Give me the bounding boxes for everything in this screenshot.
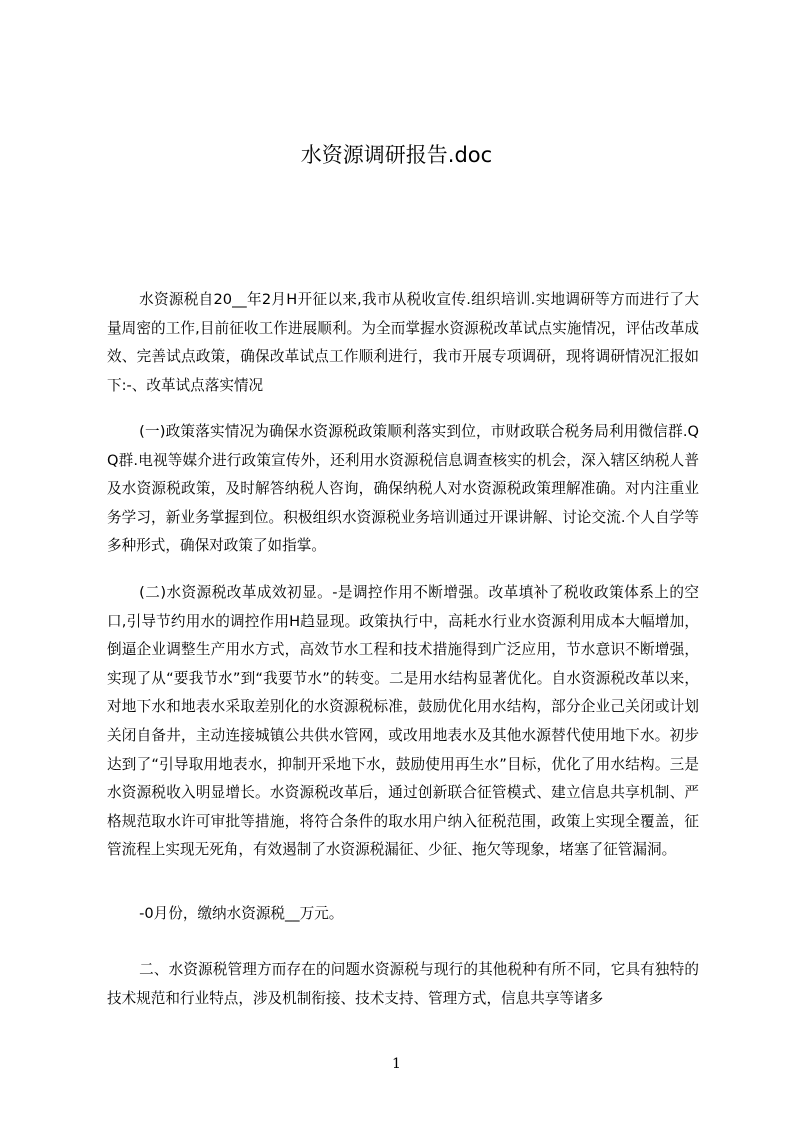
body-paragraph-4: -0月份，缴纳水资源税__万元。 [139,905,344,922]
body-paragraph-1: 水资源税自20__年2月H开征以来,我市从税收宣传.组织培训.实地调研等方而进行了大量周密的工作,目前征收工作进展顺利。为全而掌握水资源税改革试点实施情况，评估改革成效、完善试点政策，确保改革试点工作顺利进行，我市开展专项调研，现将调研情况汇报如下:-、改革试点落实情况 [107,291,699,394]
body-paragraph-5: 二、水资源税管理方而存在的问题水资源税与现行的其他税种有所不同，它具有独特的技术规范和行业特点，涉及机制衔接、技术支持、管理方式，信息共享等诸多 [107,961,699,1007]
body-paragraph-2: (一)政策落实情况为确保水资源税政策顺利落实到位，市财政联合税务局利用微信群.QQ群.电视等媒介进行政策宣传外，还利用水资源税信息调查核实的机会，深入辖区纳税人普及水资源税政策，及时解答纳税人咨询，确保纳税人对水资源税政策理解准确。对内注重业务学习，新业务掌握到位。积极组织水资源税业务培训通过开课讲解、讨论交流.个人自学等多种形式，确保对政策了如指掌。 [107,423,699,555]
body-paragraph-3: (二)水资源税改革成效初显。-是调控作用不断增强。改革填补了税收政策体系上的空口,引导节约用水的调控作用H趋显现。政策执行中，高耗水行业水资源利用成本大幅增加，倒逼企业调整生产用水方式，高效节水工程和技术措施得到广泛应用，节水意识不断增强，实现了从“要我节水”到“我要节水”的转变。二是用水结构显著优化。自水资源税改革以来，对地下水和地表水采取差别化的水资源税标准，鼓励优化用水结构，部分企业己关闭或计划关闭自备井，主动连接城镇公共供水管网，或改用地表水及其他水源替代使用地下水。初步达到了“引导取用地表水，抑制开采地下水，鼓励使用再生水”目标，优化了用水结构。三是水资源税收入明显增长。水资源税改革后，通过创新联合征管模式、建立信息共享机制、严格规范取水许可审批等措施，将符合条件的取水用户纳入征税范围，政策上实现全覆盖，征管流程上实现无死角，有效遏制了水资源税漏征、少征、拖欠等现象，堵塞了征管漏洞。 [107,584,699,859]
document-title: 水资源调研报告.doc [300,143,493,167]
page-number: 1 [392,1056,401,1072]
